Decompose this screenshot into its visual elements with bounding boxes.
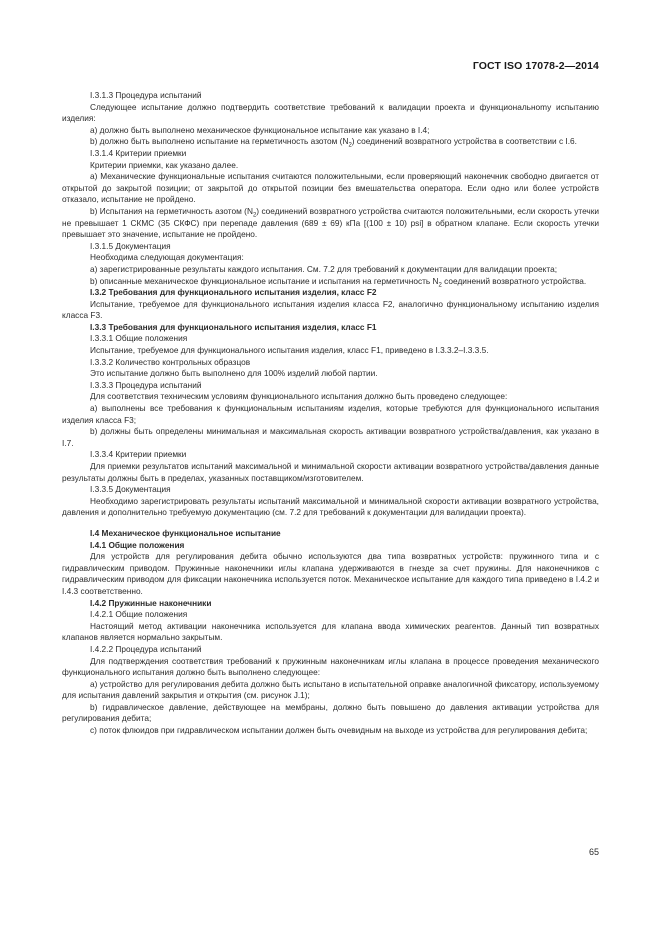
paragraph: I.3.1.4 Критерии приемки bbox=[90, 147, 187, 158]
paragraph: I.3.3.1 Общие положения bbox=[90, 333, 188, 344]
paragraph: Настоящий метод активации наконечника используется для клапана ввода химических реагентов. Данный тип возвратных клапанов является нормально закрытым. bbox=[62, 620, 599, 643]
paragraph: Испытание, требуемое для функционального испытания изделия класса F2, аналогично функциональному испытанию изделия класса F3. bbox=[62, 298, 599, 321]
paragraph: I.3.3.5 Документация bbox=[90, 484, 171, 495]
paragraph: Критерии приемки, как указано далее. bbox=[90, 159, 239, 170]
paragraph: a) устройство для регулирования дебита должно быть испытано в испытательной оправке аналогичной фиксатору, используемому для испытания давлений закрытия и открытия (см. рисунок J.1); bbox=[62, 678, 599, 701]
paragraph: Для подтверждения соответствия требований к пружинным наконечникам иглы клапана в процессе проведения механического функционального испытания должно быть выполнено следующее: bbox=[62, 655, 599, 678]
paragraph: I.4.2.2 Процедура испытаний bbox=[90, 643, 202, 654]
section-heading: I.3.2 Требования для функционального испытания изделия, класс F2 bbox=[90, 287, 377, 298]
paragraph: b) должны быть определены минимальная и максимальная скорость активации возвратного устройства/давления, как указано в I.7. bbox=[62, 426, 599, 448]
paragraph: I.3.3.3 Процедура испытаний bbox=[90, 379, 202, 390]
paragraph: a) зарегистрированные результаты каждого испытания. См. 7.2 для требований к документации для валидации проекта; bbox=[90, 263, 557, 274]
paragraph: b) должно быть выполнено испытание на герметичность азотом $(N_2)$ соединений возвратного устройства в соответствии с I.6. bbox=[90, 136, 577, 150]
section-heading: I.4 Механическое функциональное испытание bbox=[90, 527, 281, 538]
section-heading: I.3.3 Требования для функционального испытания изделия, класс F1 bbox=[90, 321, 377, 332]
document-body bbox=[62, 90, 599, 737]
paragraph: I.4.2.1 Общие положения bbox=[90, 609, 188, 620]
paragraph: a) выполнены все требования к функциональным испытаниям изделия, которые требуются для функционального испытания изделия класса F3; bbox=[62, 403, 599, 425]
paragraph: I.3.3.4 Критерии приемки bbox=[90, 449, 187, 460]
section-heading: I.4.1 Общие положения bbox=[90, 539, 185, 550]
paragraph: I.3.1.5 Документация bbox=[90, 240, 171, 251]
paragraph: c) поток флюидов при гидравлическом испытании должен быть очевидным на выходе из устройства для регулирования дебита; bbox=[90, 725, 588, 736]
paragraph: a) должно быть выполнено механическое функциональное испытание как указано в I.4; bbox=[90, 124, 430, 135]
paragraph: I.3.3.2 Количество контрольных образцов bbox=[90, 356, 251, 367]
paragraph: Для соответствия техническим условиям функционального испытания должно быть проведено следующее: bbox=[90, 391, 508, 402]
paragraph: I.3.1.3 Процедура испытаний bbox=[90, 90, 202, 100]
paragraph: Необходимо зарегистрировать результаты испытаний максимальной и минимальной скорости активации возвратного устройства, давления и дополнительно требуемую документацию (см. 7.2 для требований к документации для валидации проекта). bbox=[62, 495, 599, 518]
paragraph: b) Испытания на герметичность азотом $(N_2)$ соединений возвратного устройства считаются положительными, если скорость утечки не превышает 1 СКМС (35 СКФС) при перепаде давления (689 ± 69) кПа [(100 ± 10) psi] в обратном клапане. Если скорость утечки превышает это значение, испытание не пройдено. bbox=[62, 205, 599, 240]
paragraph: Следующее испытание должно подтвердить соответствие требований к валидации проекта и функциональноmy испытанию изделия: bbox=[62, 101, 599, 124]
section-heading: I.4.2 Пружинные наконечники bbox=[90, 597, 212, 608]
paragraph: Испытание, требуемое для функционального испытания изделия, класс F1, приведено в I.3.3.2–I.3.3.5. bbox=[90, 345, 489, 356]
paragraph: Для устройств для регулирования дебита обычно используются два типа возвратных устройств: пружинного типа и с гидравлическим приводом. Пружинные наконечники иглы клапана удерживаются в гнезде за счет пружины. Для наконечников с гидравлическим приводом для фиксации наконечника используется поток. Механическое испытание для каждого типа приведено в I.4.2 и I.4.3 соответственно. bbox=[62, 551, 599, 596]
document-header: ГОСТ ISO 17078-2—2014 bbox=[472, 60, 599, 72]
paragraph: b) гидравлическое давление, действующее на мембраны, должно быть повышено до давления активации устройства для регулирования дебита; bbox=[62, 701, 599, 724]
paragraph: Необходима следующая документация: bbox=[90, 252, 244, 263]
page-number: 65 bbox=[588, 847, 599, 857]
paragraph: Это испытание должно быть выполнено для 100% изделий любой партии. bbox=[90, 368, 378, 379]
paragraph: Для приемки результатов испытаний максимальной и минимальной скорости активации возвратного устройства/давления данные результаты должны быть в пределах, указанных поставщиком/изготовителем. bbox=[62, 461, 599, 483]
paragraph: b) описанные механическое функциональное испытание и испытания на герметичность $N_2$ соединений возвратного устройства. bbox=[90, 275, 587, 289]
paragraph: a) Механические функциональные испытания считаются положительными, если проверяющий наконечник свободно двигается от открытой до закрытой позиции; от закрытой до открытой позиции без вмешательства оператора. Если одно или более устройств отказало, испытание не пройдено. bbox=[62, 171, 599, 205]
